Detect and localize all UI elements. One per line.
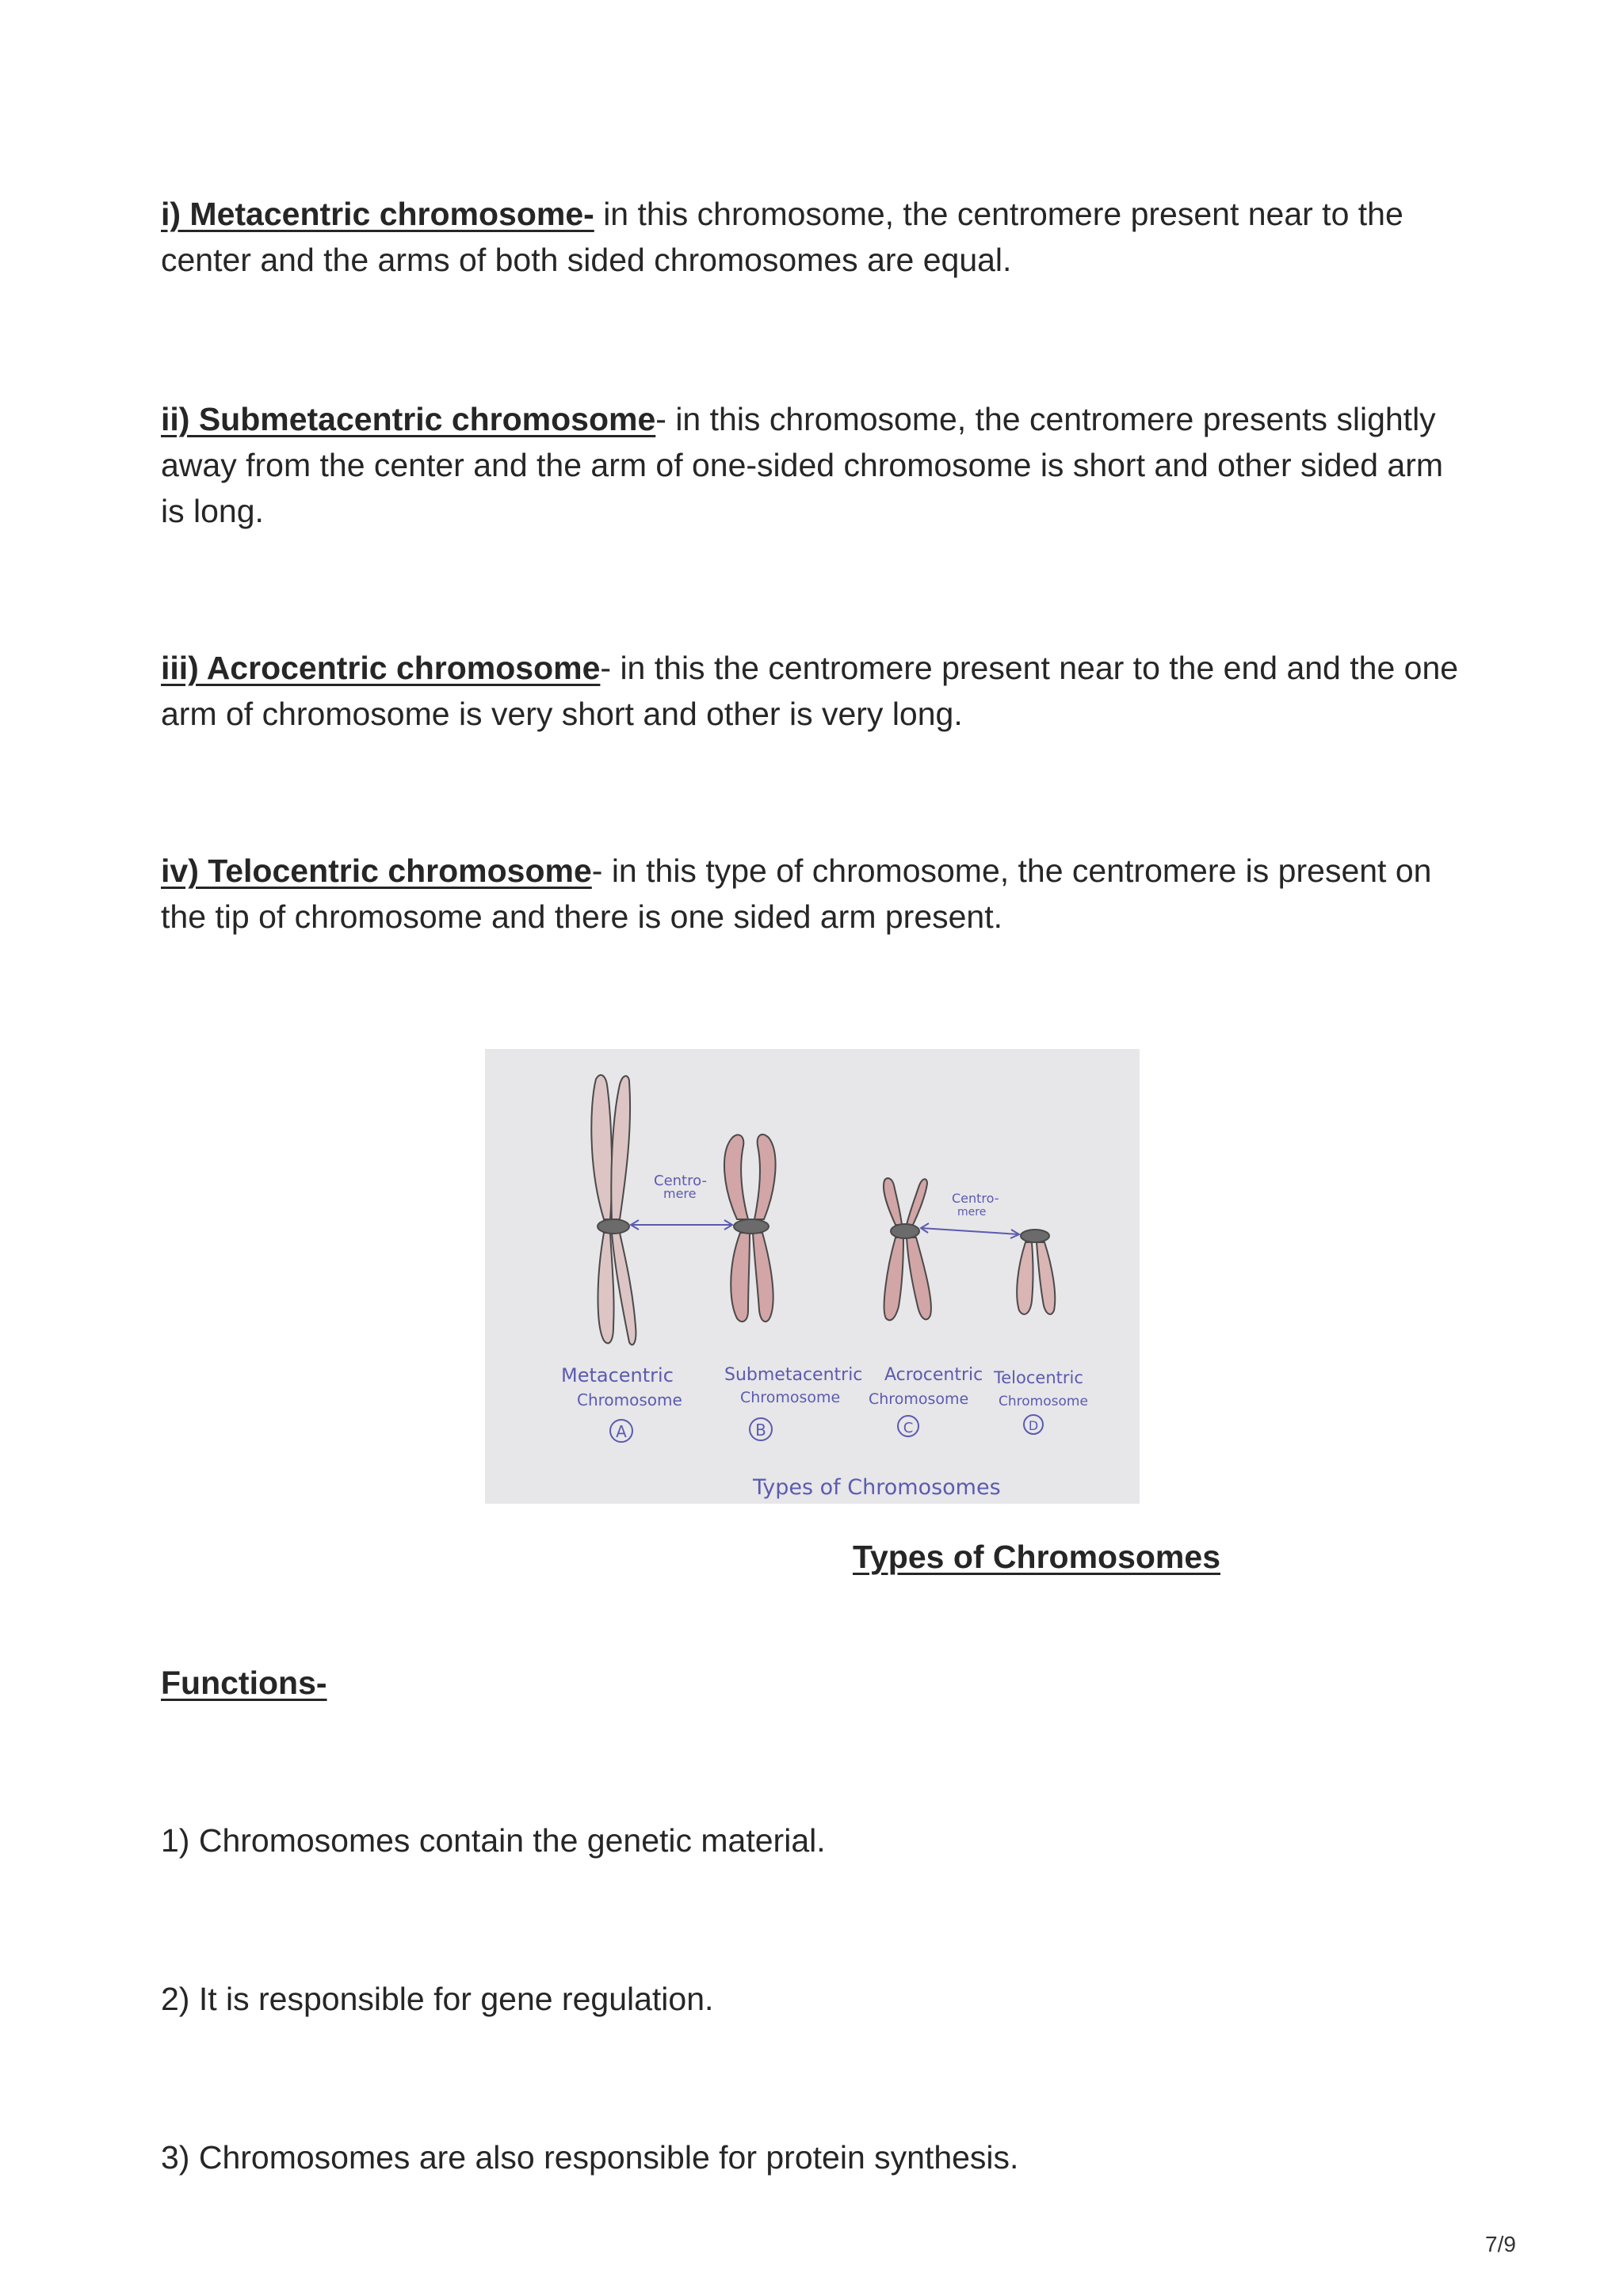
- centromere-label-1: Centro-: [654, 1173, 707, 1189]
- centromere-label-2b: mere: [957, 1206, 987, 1219]
- letter-b: B: [755, 1421, 766, 1440]
- definition-submetacentric: [161, 396, 1468, 534]
- submetacentric-label-2: Chromosome: [740, 1389, 841, 1406]
- definition-metacentric: [161, 191, 1468, 283]
- chromosome-drawing: [485, 1049, 1140, 1504]
- letter-c: C: [903, 1420, 914, 1436]
- term-acrocentric: iii) Acrocentric chromosome: [161, 650, 601, 686]
- term-metacentric: i) Metacentric chromosome-: [161, 196, 594, 232]
- definition-text-acrocentric: - in this the centromere present near to the end and the one arm of chromosome is very short and other is very long.: [161, 650, 1459, 732]
- functions-heading: Functions-: [161, 1665, 327, 1701]
- definition-text-telocentric: - in this type of chromosome, the centromere is present on the tip of chromosome and there is one sided arm present.: [161, 852, 1432, 935]
- chromosome-types-figure: [485, 1049, 1140, 1504]
- definition-text-submetacentric: - in this chromosome, the centromere presents slightly away from the center and the arm of one-sided chromosome is short and other sided arm is long.: [161, 401, 1444, 529]
- page-number: 7/9: [1485, 2232, 1516, 2256]
- acrocentric-label: Acrocentric: [884, 1365, 983, 1385]
- function-item: 3) Chromosomes are also responsible for protein synthesis.: [161, 2139, 1019, 2176]
- function-item: 1) Chromosomes contain the genetic material.: [161, 1822, 826, 1859]
- figure-handwritten-title: Types of Chromosomes: [753, 1475, 1001, 1500]
- letter-d: D: [1028, 1418, 1039, 1433]
- centromere-label-1b: mere: [663, 1186, 697, 1201]
- telocentric-label: Telocentric: [994, 1368, 1083, 1387]
- definition-acrocentric: [161, 645, 1468, 737]
- term-telocentric: iv) Telocentric chromosome: [161, 852, 592, 889]
- definition-telocentric: [161, 848, 1468, 940]
- figure-caption: Types of Chromosomes: [853, 1539, 1220, 1575]
- telocentric-label-2: Chromosome: [999, 1394, 1088, 1409]
- centromere-label-2: Centro-: [952, 1191, 999, 1206]
- letter-a: A: [616, 1422, 627, 1441]
- metacentric-label-2: Chromosome: [577, 1390, 682, 1409]
- metacentric-label: Metacentric: [561, 1364, 674, 1386]
- acrocentric-label-2: Chromosome: [869, 1390, 969, 1408]
- term-submetacentric: ii) Submetacentric chromosome: [161, 401, 656, 437]
- submetacentric-label: Submetacentric: [724, 1365, 863, 1385]
- definition-text-metacentric: in this chromosome, the centromere present near to the center and the arms of both sided chromosomes are equal.: [161, 196, 1403, 278]
- function-item: 2) It is responsible for gene regulation.: [161, 1981, 714, 2017]
